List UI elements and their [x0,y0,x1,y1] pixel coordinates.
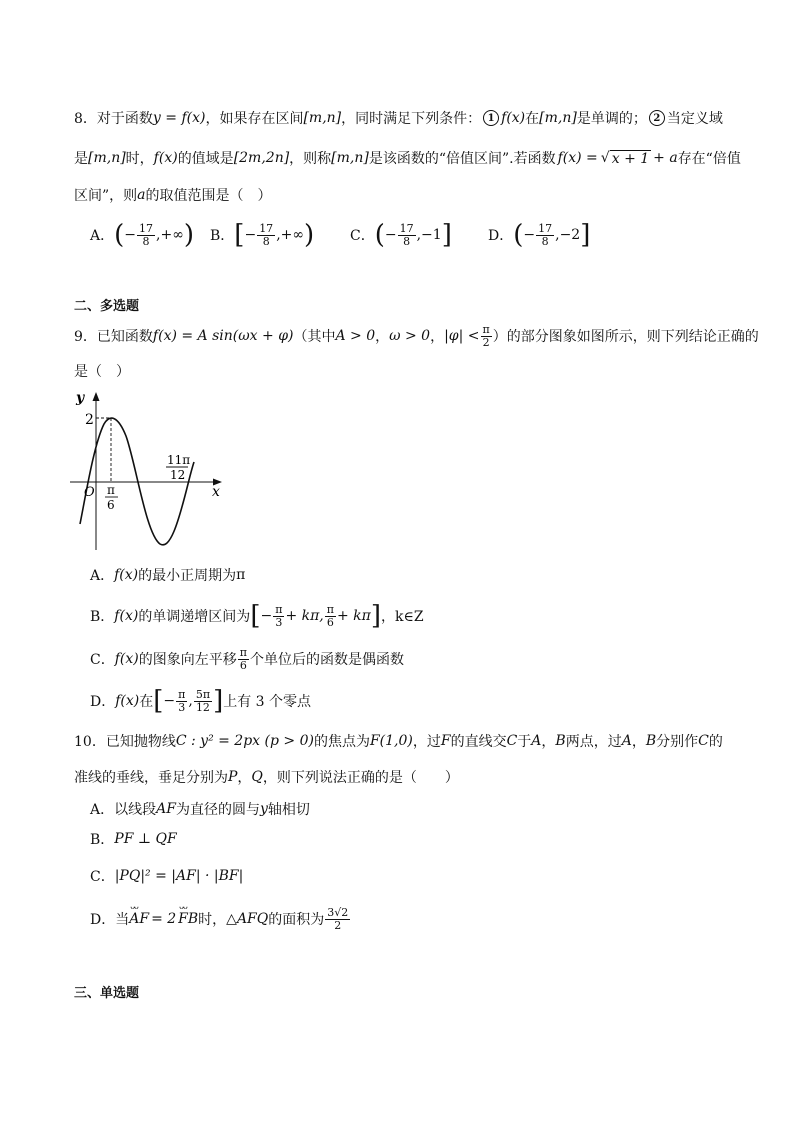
x-axis-label: x [212,484,220,500]
fraction: $\frac{3√2}{2}$ [327,905,349,932]
q8-options [90,218,590,252]
origin-label: O [84,485,95,500]
q10-line-1: 10．已知抛物线 C : y² = 2px (p > 0) 的焦点为 F(1,0) ，过 F 的直线交 C 于 A ， B 两点，过 A ， B 分别作 C 的 [74,733,723,750]
tick-pi-over-6-den: 6 [107,498,115,512]
fraction: $\frac{\pi}{6}$ [239,645,247,672]
q8-option-b[interactable]: B． [ − $\frac{17}{8}$ ,+∞ ) [210,220,315,250]
fraction: $\frac{17}{8}$ [259,221,274,248]
vector-fb: ᴗᴗ FB [178,911,198,927]
q8-option-a[interactable]: A． ( − $\frac{17}{8}$ ,+∞ ) [90,220,195,250]
q8-option-d[interactable]: D． ( − $\frac{17}{8}$ ,−2 ] [488,220,591,250]
section-heading-multi-choice: 二、多选题 [74,298,140,314]
q8-option-c[interactable]: C． ( − $\frac{17}{8}$ ,−1 ] [350,220,452,250]
fraction: $\frac{5\pi}{12}$ [195,687,211,714]
q9-option-d[interactable]: D． f(x) 在 [ − $\frac{\pi}{3}$ , $\frac{5\pi}{12}$ ] 上有 3 个零点 [90,686,312,716]
section-heading-single-choice: 三、单选题 [74,985,140,1001]
sqrt-expression: x + 1 [611,150,650,167]
y-axis-arrow [93,392,100,401]
q8-line-2: 是 [m,n] 时， f(x) 的值域是 [2m,2n] ，则称 [m,n] 是该函数的“倍值区间”.若函数 f(x) = √ x + 1 + a 存在“倍值 [74,150,741,167]
q10-line-2: 准线的垂线，垂足分别为 P ， Q ，则下列说法正确的是（ ） [74,769,459,786]
q10-option-c[interactable]: C． |PQ|² = |AF| · |BF| [90,868,244,885]
fraction: $\frac{\pi}{6}$ [326,602,334,629]
fraction: $\frac{17}{8}$ [538,221,553,248]
peak-value-label: 2 [85,412,94,428]
tick-11pi-over-12-num: 11π [167,453,191,467]
tick-pi-over-6-num: π [107,483,115,497]
q9-option-c[interactable]: C． f(x) 的图象向左平移 $\frac{\pi}{6}$ 个单位后的函数是偶函数 [90,645,404,672]
circled-number-1: 1 [483,110,499,126]
q10-option-a[interactable]: A． 以线段 AF 为直径的圆与 y 轴相切 [90,801,310,818]
fraction: $\frac{\pi}{3}$ [275,602,283,629]
q8-line-3: 区间”，则 a 的取值范围是（ ） [74,187,272,204]
q10-option-b[interactable]: B． PF ⊥ QF [90,831,177,848]
y-axis-label: y [76,390,85,406]
q9-option-a[interactable]: A． f(x) 的最小正周期为 π [90,567,246,584]
q9-line-2: 是（ ） [74,364,130,380]
q9-option-b[interactable]: B． f(x) 的单调递增区间为 [ − $\frac{\pi}{3}$ + kπ, $\frac{\pi}{6}$ + kπ ] ，k∈Z [90,601,424,631]
fraction: $\frac{17}{8}$ [139,221,154,248]
vector-af: ᴗᴗ AF [129,911,149,927]
tick-11pi-over-12-den: 12 [170,468,186,482]
q10-option-d[interactable]: D． 当 ᴗᴗ AF = 2 ᴗᴗ FB 时， △AFQ 的面积为 $\frac{3√2}{2}$ [90,900,351,938]
sine-graph [66,384,236,554]
fraction: $\frac{\pi}{3}$ [178,687,186,714]
q8-line-1: 8．对于函数 y = f(x) ，如果存在区间 [m,n] ，同时满足下列条件： 1 f(x) 在 [m,n] 是单调的； 2 当定义域 [74,110,723,127]
fraction: $\frac{\pi}{2}$ [482,322,490,349]
q9-line-1: 9．已知函数 f(x) = A sin(ωx + φ) （其中 A > 0 ， ω > 0 ， |φ| < $\frac{\pi}{2}$ ）的部分图象如图所示，则下列结论正确的 [74,322,759,349]
circled-number-2: 2 [649,110,665,126]
fraction: $\frac{17}{8}$ [399,221,414,248]
